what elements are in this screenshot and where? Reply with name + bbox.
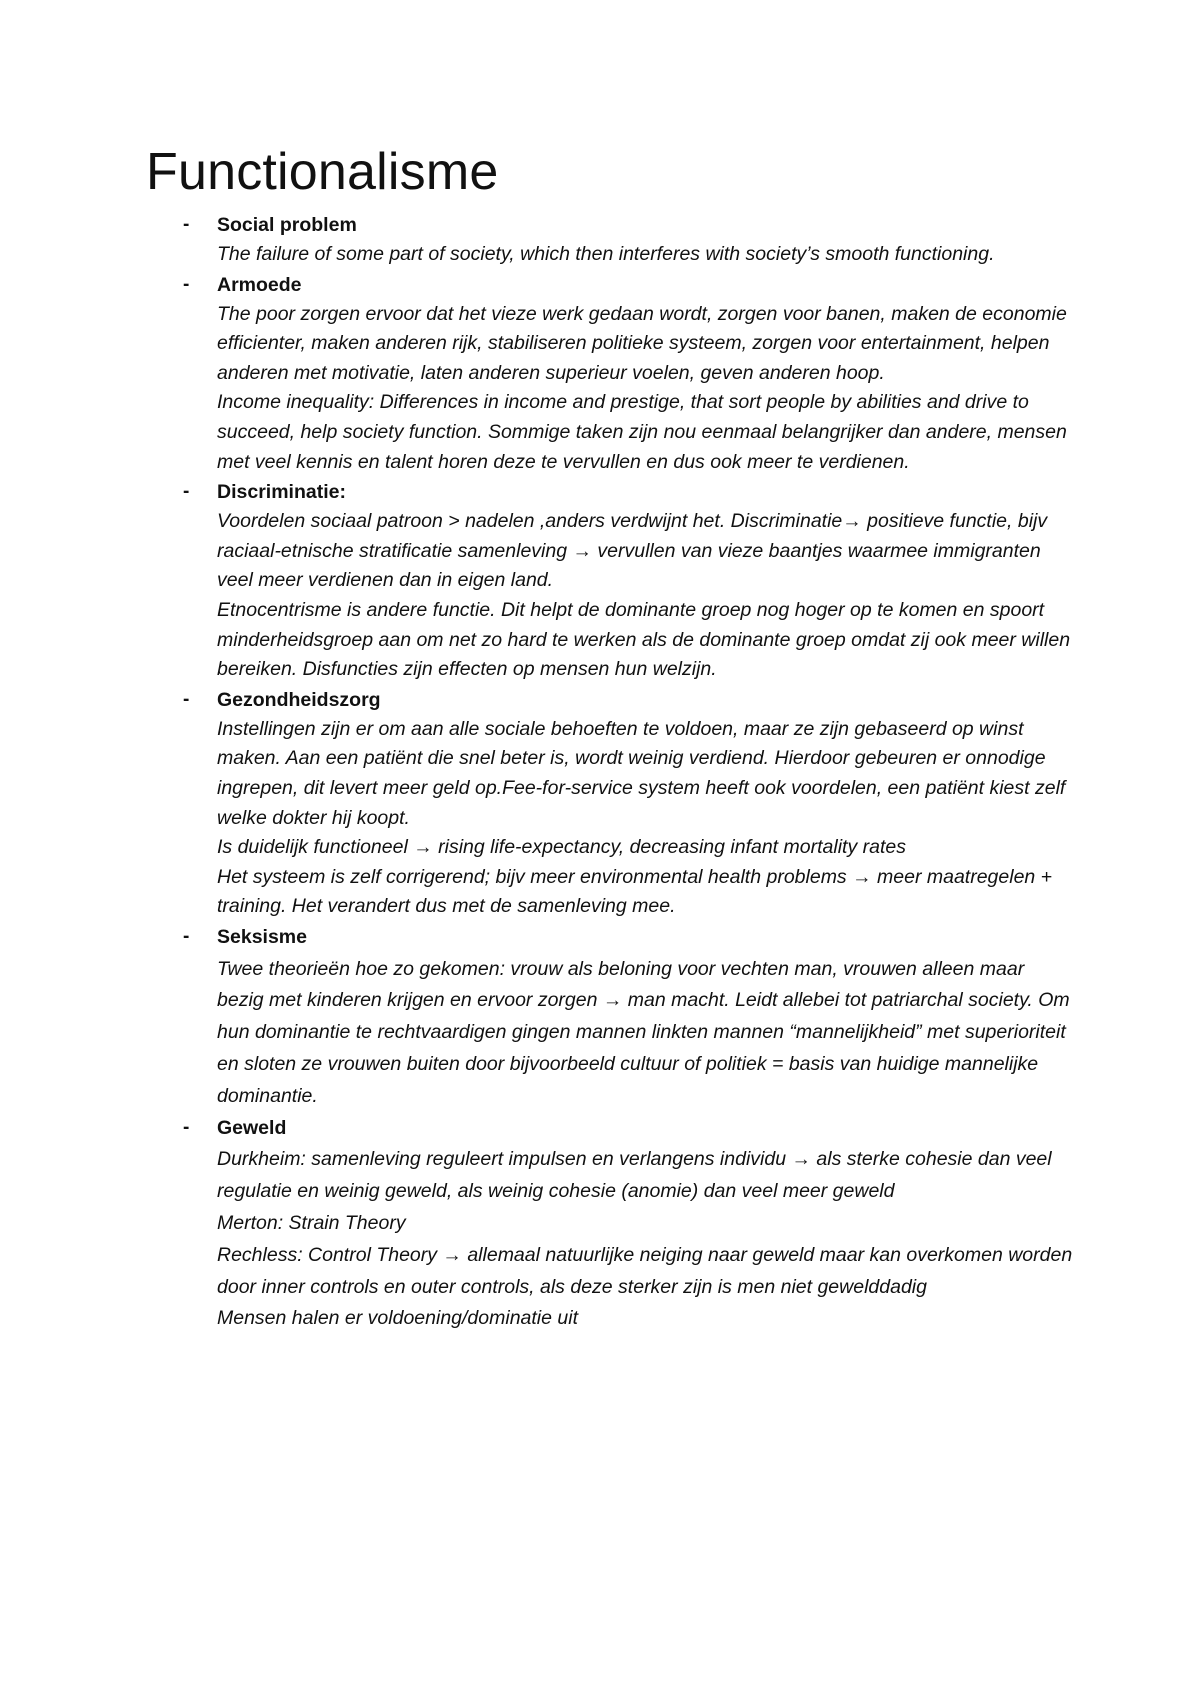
- section-paragraph: Voordelen sociaal patroon > nadelen ,anders verdwijnt het. Discriminatie→ positieve functie, bijv raciaal-etnische stratificatie samenleving → vervullen van vieze baantjes waarmee immigranten veel meer verdienen dan in eigen land.: [217, 510, 1048, 592]
- bullet-dash: -: [183, 273, 190, 295]
- section-paragraph: Rechless: Control Theory → allemaal natuurlijke neiging naar geweld maar kan overkomen worden door inner controls en outer controls, als deze sterker zijn is men niet gewelddadig: [217, 1243, 1073, 1298]
- section-paragraph: Etnocentrisme is andere functie. Dit helpt de dominante groep nog hoger op te komen en spoort minderheidsgroep aan om net zo hard te werken als de dominante groep omdat zij ook meer willen bereiken. Disfuncties zijn effecten op mensen hun welzijn.: [217, 598, 1071, 681]
- section-gezondheidszorg: [146, 685, 1076, 922]
- section-paragraph: Merton: Strain Theory: [217, 1212, 406, 1235]
- bullet-dash: -: [183, 1116, 190, 1138]
- bullet-dash: -: [183, 481, 190, 503]
- section-list: [146, 210, 1076, 1335]
- section-heading: Geweld: [217, 1116, 287, 1139]
- section-seksisme: [146, 922, 1076, 1113]
- section-heading: Gezondheidszorg: [217, 688, 381, 711]
- section-heading: Discriminatie:: [217, 481, 346, 504]
- page-title: Functionalisme: [146, 143, 499, 201]
- section-paragraph: Income inequality: Differences in income and prestige, that sort people by abilities and drive to succeed, help society function. Sommige taken zijn nou eenmaal belangrijker dan andere, mensen met veel kennis en talent horen deze te vervullen en dus ook meer te verdienen.: [217, 391, 1067, 473]
- section-paragraph: Instellingen zijn er om aan alle sociale behoeften te voldoen, maar ze zijn gebaseerd op winst maken. Aan een patiënt die snel beter is, wordt weinig verdiend. Hierdoor gebeuren er onnodige ingrepen, dit levert meer geld op.Fee-for-service system heeft ook voordelen, een patiënt kiest zelf welke dokter hij koopt.: [217, 717, 1066, 829]
- section-paragraph: Het systeem is zelf corrigerend; bijv meer environmental health problems → meer maatregelen + training. Het verandert dus met de samenleving mee.: [217, 865, 1053, 918]
- section-paragraph: Mensen halen er voldoening/dominatie uit: [217, 1307, 578, 1330]
- section-heading: Armoede: [217, 273, 302, 296]
- section-discriminatie: [146, 477, 1076, 685]
- bullet-dash: -: [183, 925, 190, 947]
- section-paragraph: Is duidelijk functioneel → rising life-expectancy, decreasing infant mortality rates: [217, 836, 906, 859]
- section-paragraph: Twee theorieën hoe zo gekomen: vrouw als beloning voor vechten man, vrouwen alleen maar bezig met kinderen krijgen en ervoor zorgen → man macht. Leidt allebei tot patriarchal society. Om hun dominantie te rechtvaardigen gingen mannen linkten mannen “mannelijkheid” met superioriteit en sloten ze vrouwen buiten door bijvoorbeeld cultuur of politiek = basis van huidige mannelijke dominantie.: [217, 957, 1070, 1107]
- section-armoede: [146, 270, 1076, 478]
- section-heading: Social problem: [217, 214, 357, 236]
- section-paragraph: Durkheim: samenleving reguleert impulsen en verlangens individu → als sterke cohesie dan veel regulatie en weinig geweld, als weinig cohesie (anomie) dan veel meer geweld: [217, 1148, 1052, 1203]
- section-social-problem: [146, 210, 1076, 270]
- section-geweld: [146, 1113, 1076, 1336]
- section-paragraph: The poor zorgen ervoor dat het vieze werk gedaan wordt, zorgen voor banen, maken de economie efficienter, maken anderen rijk, stabiliseren politieke systeem, zorgen voor entertainment, helpen anderen met motivatie, laten anderen superieur voelen, geven anderen hoop.: [217, 302, 1067, 384]
- section-heading: Seksisme: [217, 925, 307, 948]
- section-paragraph: The failure of some part of society, which then interferes with society’s smooth functioning.: [217, 243, 995, 265]
- bullet-dash: -: [183, 214, 190, 235]
- bullet-dash: -: [183, 688, 190, 710]
